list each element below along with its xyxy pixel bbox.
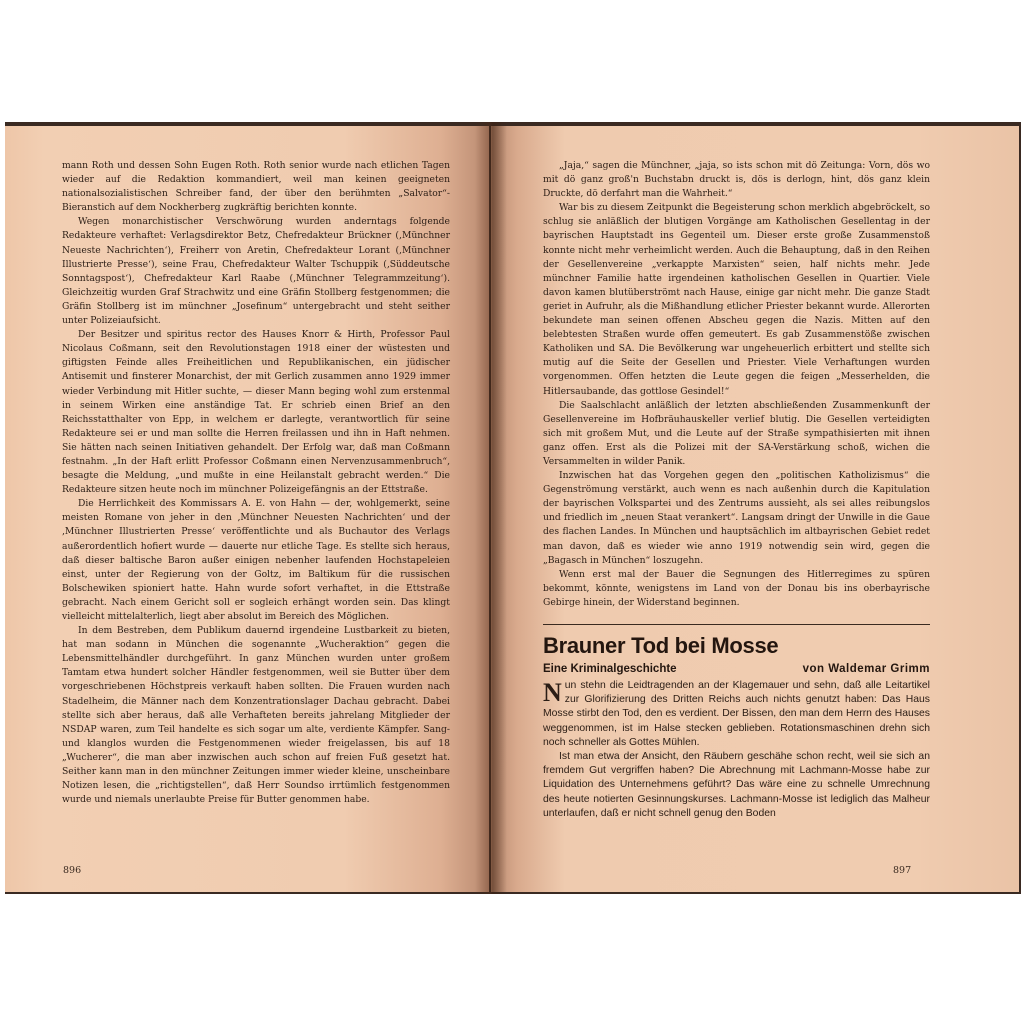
article-paragraph-text: un stehn die Leidtragenden an der Klagemauer und sehn, daß alle Leitartikel zur Glorifizierung des Dritten Reichs auch nichts genutzt haben: Das Haus Mosse stirbt den Tod, den es verdient. Der Bissen, den man dem Herrn des Hauses weggenommen, ist im Halse stecken geblieben. Rotationsmaschinen drehn sich noch schneller als Gottes Mühlen.	[543, 680, 930, 748]
article-subhead	[543, 661, 930, 677]
right-page-number: 897	[893, 865, 912, 876]
right-page	[491, 126, 1019, 892]
right-paragraph: Inzwischen hat das Vorgehen gegen den „politischen Katholizismus“ die Gegenströmung verstärkt, auch wenn es nach außenhin durch die Kapitulation der bayrischen Volkspartei und des Zentrums aussieht, als sei alles reibungslos und friedlich im „neuen Staat verankert“. Langsam dringt der Unwille in die Gaue des flachen Landes. In München und hauptsächlich im altbayrischen Gebiet redet man davon, daß es wieder wie anno 1919 notwendig sein wird, gegen die „Bagasch in München“ loszugehn.	[543, 470, 930, 566]
left-page-number: 896	[63, 865, 82, 876]
left-paragraph: Der Besitzer und spiritus rector des Hauses Knorr & Hirth, Professor Paul Nicolaus Coßmann, seit den Revolutionstagen 1918 einer der wüstesten und giftigsten Feinde alles Freiheitlichen und Republikanischen, ein jüdischer Antisemit und finsterer Monarchist, der mit Gerlich zusammen anno 1929 immer wieder Verbindung mit Hitler suchte, — dieser Mann beging wohl zum erstenmal in seinem Wirken eine anständige Tat. Er schrieb einen Brief an den Reichsstatthalter von Epp, in welchem er darlegte, verantwortlich für seine Redakteure sei er und man sollte die Herren freilassen und ihn in Haft nehmen. Sie hätten nach seinen Initiativen gehandelt. Der Erfolg war, daß man Coßmann festnahm. „In der Haft erlitt Professor Coßmann einen Nervenzusammenbruch“, besagte die Meldung, „und mußte in eine Heilanstalt gebracht werden.“ Die Redakteure sitzen heute noch im münchner Polizeigefängnis an der Ettstraße.	[62, 329, 450, 496]
left-page	[5, 126, 489, 892]
open-book	[5, 122, 1021, 894]
right-text-column	[543, 159, 930, 821]
right-paragraph: Wenn erst mal der Bauer die Segnungen des Hitlerregimes zu spüren bekommt, könnte, wenigstens im Land von der Donau bis ins oberbayrische Gebirge hinein, der Widerstand beginnen.	[543, 568, 930, 608]
article-dropcap: N	[543, 678, 562, 707]
article-paragraph	[543, 679, 930, 750]
article-subtitle: Eine Kriminalgeschichte	[543, 663, 677, 675]
left-text-column	[62, 159, 450, 807]
left-paragraph: mann Roth und dessen Sohn Eugen Roth. Roth senior wurde nach etlichen Tagen wieder auf die Redaktion kommandiert, weil man keinen geeigneten nationalsozialistischen Schreiber fand, der über den berühmten „Salvator“-Bieranstich auf dem Nockherberg zugkräftig berichten konnte.	[62, 160, 450, 214]
article-byline: von Waldemar Grimm	[802, 663, 930, 675]
right-paragraph: „Jaja,“ sagen die Münchner, „jaja, so ists schon mit dö Zeitunga: Vorn, dös wo mit dö ganz groß'n Buchstabn druckt is, dös is derlogn, hint, dös ganz klein Druckte, dö derfahrt man die Wahrheit.“	[543, 160, 930, 200]
article-paragraph: Ist man etwa der Ansicht, den Räubern geschähe schon recht, weil sie sich an fremdem Gut vergriffen haben? Die Abrechnung mit Lachmann-Mosse habe zur Liquidation des Unternehmens geführt? Das wäre eine zu schnelle Umrechnung des heute notierten Gesinnungskurses. Lachmann-Mosse ist lediglich das Malheur unterlaufen, daß er nicht schnell genug den Boden	[543, 751, 930, 819]
article-headline: Brauner Tod bei Mosse	[543, 633, 779, 658]
section-divider	[543, 624, 930, 625]
right-paragraph: War bis zu diesem Zeitpunkt die Begeisterung schon merklich abgebröckelt, so schlug sie anläßlich der blutigen Vorgänge am Katholischen Gesellentag in der bayrischen Hauptstadt ins Gegenteil um. Dieser erste große Zusammenstoß konnte nicht mehr verheimlicht werden. Auch die Behauptung, daß in den Reihen der Gesellenvereine „verkappte Marxisten“ seien, half nichts mehr. Jede münchner Familie hatte irgendeinen katholischen Gesellen in Quartier. Viele davon kamen blutüberströmt nach Hause, einige gar nicht mehr. Die ganze Stadt geriet in Aufruhr, als die Mißhandlung etlicher Priester bekannt wurde. Allerorten bekundete man seinen offenen Abscheu gegen die Nazis. Mitten auf den belebtesten Straßen wurde offen gemeutert. Es gab Zusammenstöße zwischen Katholiken und SA. Die Bevölkerung war ungeheuerlich erbittert und stellte sich mutig auf die Seite der Gesellen und Priester. Viele Verhaftungen wurden vorgenommen. Offen hetzten die Leute gegen die feigen „Messerhelden, die Hitlersaubande, das gottlose Gesindel!“	[543, 202, 930, 397]
article-body	[543, 679, 930, 821]
left-paragraph: Wegen monarchistischer Verschwörung wurden anderntags folgende Redakteure verhaftet: Verlagsdirektor Betz, Chefredakteur Brückner (‚Münchner Neueste Nachrichten‘), Freiherr von Aretin, Chefredakteur Lorant (‚Münchner Illustrierte Presse‘), seine Frau, Chefredakteur Walter Tschuppik (‚Süddeutsche Sonntagspost‘), Chefredakteur Karl Raabe (‚Münchner Telegrammzeitung‘). Gleichzeitig wurden Graf Strachwitz und eine Gräfin Stollberg festgenommen; die Gräfin Stollberg ist im münchner „Josefinum“ untergebracht und steht seither unter Polizeiaufsicht.	[62, 216, 450, 327]
right-paragraph: Die Saalschlacht anläßlich der letzten abschließenden Zusammenkunft der Gesellenvereine im Hofbräuhauskeller verlief blutig. Die Gesellen verteidigten sich mit großem Mut, und die Leute auf der Straße sympathisierten mit ihnen ganz offen. Erst als die Polizei mit der SA-Verstärkung schoß, wichen die Versammelten in wilder Panik.	[543, 399, 930, 467]
left-paragraph: In dem Bestreben, dem Publikum dauernd irgendeine Lustbarkeit zu bieten, hat man sodann in München die sogenannte „Wucheraktion“ gegen die Lebensmittelhändler durchgeführt. In ganz München wurden unter großem Tamtam etwa hundert solcher Händler festgenommen, weil sie Butter über dem vorgeschriebenen Höchstpreis verkauft haben sollten. Die Frauen wurden nach Stadelheim, die Männer nach dem Konzentrationslager Dachau gebracht. Dabei stellte sich aber heraus, daß alle Verhafteten bereits jahrelang Mitglieder der NSDAP waren, zum Teil handelte es sich sogar um alte, verdiente Kämpfer. Sang- und klanglos wurden die Festgenommenen wieder freigelassen, bis auf 18 „Wucherer“, die man aber inzwischen auch schon auf freien Fuß gesetzt hat. Seither kann man in den münchner Zeitungen immer wieder kleine, unscheinbare Notizen lesen, die „richtigstellen“, daß Herr Soundso irrtümlich festgenommen wurde und niemals unerlaubte Preise für Butter genommen habe.	[62, 625, 450, 806]
left-paragraph: Die Herrlichkeit des Kommissars A. E. von Hahn — der, wohlgemerkt, seine meisten Romane von jeher in den ‚Münchner Neuesten Nachrichten‘ und der ‚Münchner Illustrierten Presse‘ veröffentlichte und als Buchautor des Verlags außerordentlich hofiert wurde — dauerte nur etliche Tage. Es stellte sich heraus, daß dieser baltische Baron außer einigen nebenher laufenden Hochstapeleien einst, unter der Regierung von der Goltz, im Baltikum für die russischen Bolschewiken spioniert hatte. Hahn wurde sofort verhaftet, in die Ettstraße gebracht. Nach einem Gericht soll er sogleich erhängt worden sein. Das klingt vielleicht mittelalterlich, liegt aber absolut im Bereich des Möglichen.	[62, 498, 450, 622]
